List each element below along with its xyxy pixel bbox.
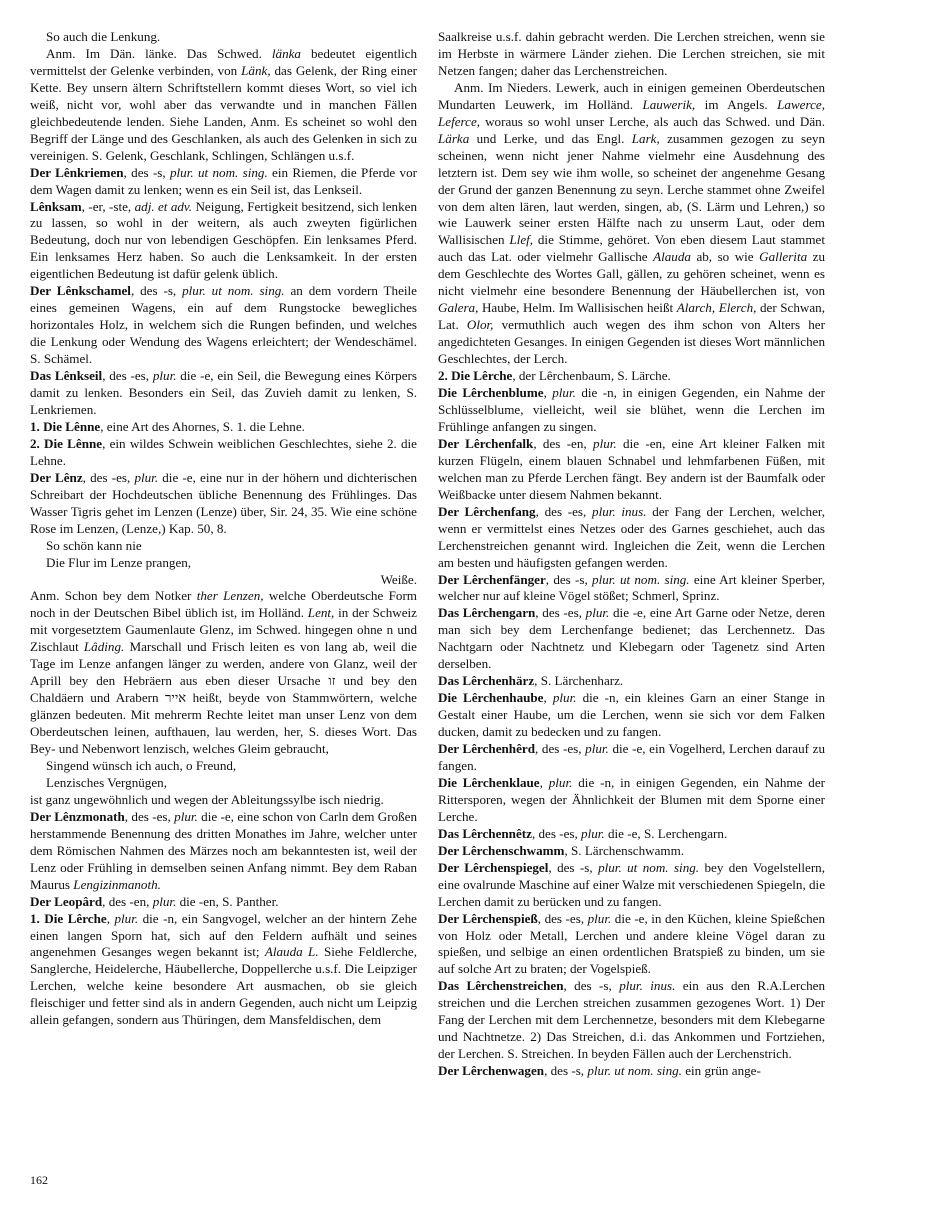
headword: Der Lênkschamel — [30, 283, 131, 299]
entry-text: , des -es, — [535, 605, 586, 621]
entry-text: die -en, S. Panther. — [176, 893, 279, 909]
italic-term: Lent, — [307, 605, 335, 621]
italic-term: Llef, — [509, 232, 534, 248]
headword: Der Lêrchenwagen — [438, 1063, 545, 1079]
headword: 2. Die Lênne — [30, 435, 103, 451]
italic-term: plur. ut nom. sing. — [598, 859, 700, 875]
entry-text: an dem vordern Theile eines gemeinen Wagens, ein auf dem Rungstocke bewegliches horizontales Holz, in welchem sich die Rungen befinden, und welches die Lenkung oder Wendung des Wagens erleichtert; der Wendeschämel. S. Schämel. — [30, 283, 417, 367]
entry-text: Anm. Schon bey dem Notker — [30, 588, 197, 604]
entry-text: Saalkreise u.s.f. dahin gebracht werden. Die Lerchen streichen, wenn sie im Herbste in wärmere Länder ziehen. Die Lerchen streichen, sie mit Netzen fangen; daher das Lerchenstreichen. — [438, 29, 825, 78]
headword: Das Lêrchennêtz — [438, 825, 532, 841]
entry-text: zu dem Geschlechte des Wortes Gall, gällen, zu gehören scheinet, wenn es nicht vielmehr eine besondere Benennung der Häubellerchen ist, von — [438, 249, 825, 299]
italic-term: Lauwerik, — [642, 96, 696, 112]
entry-text: die Stimme, gehöret. Von eben diesem Laut stammet auch das Lat. oder vielmehr Gallische — [438, 232, 825, 265]
entry-text: die -n, in einigen Gegenden, ein Nahme der Rittersporen, wegen der Ähnlichkeit der Blumen mit dem Sporne einer Lerche. — [438, 774, 825, 824]
entry-text: , S. Lärchenschwamm. — [564, 842, 685, 858]
entry-text: die -n, in einigen Gegenden, ein Nahme der Schlüsselblume, vielleicht, weil sie blühet, wenn die Lerchen im Frühlinge anfangen zu singen. — [438, 385, 825, 434]
italic-term: Alauda L. — [264, 944, 319, 960]
headword: Der Lênzmonath — [30, 808, 125, 824]
italic-term: länka — [271, 45, 301, 61]
entry-text: die -e, eine Art Garne oder Netze, deren man sich bey dem Lerchenfange bedienet; das Lerchennetz. Das Nachtgarn oder Nachtnetz und Klebegarn oder Tagenetz sind Arten derselben. — [438, 605, 825, 672]
entry-text: und Lerke, und das Engl. — [469, 130, 632, 146]
entry-text: Neigung, Fertigkeit besitzend, sich lenken zu lassen, so wohl in der weitern, als auch zweyten figürlichen Bedeutung, doch nur von lebendigen Geschöpfen. Ein lenksames Pferd. Ein lenksames Herz haben. So auch die Lenksamkeit. In der ersten eigentlichen Bedeutung ist dafür gelenk üblich. — [30, 198, 417, 282]
dictionary-entry — [438, 368, 825, 385]
entry-text: ein grün ange- — [681, 1063, 761, 1079]
entry-text: , des -es, — [102, 368, 153, 384]
dictionary-entry — [30, 588, 417, 758]
dictionary-entry — [438, 690, 825, 741]
italic-term: plur. ut nom. sing. — [182, 283, 285, 299]
entry-text: ein Riemen, die Pferde vor dem Wagen damit zu lenken; wenn es ein Seil ist, das Lenkseil. — [30, 164, 417, 197]
italic-term: plur. — [152, 368, 177, 384]
entry-text: , — [543, 385, 553, 401]
entry-text: die -e, eine nur in der höhern und dichterischen Schreibart der Hochdeutschen übliche Benennung des Frühlinges. Das Wasser Tigris gehet im Lenzen (Lenze) über, Sir. 24, 35. Wie eine schöne Rose im Lenzen, (Lenze,) Kap. 50, 8. — [30, 469, 418, 536]
entry-text: , des -s, — [548, 859, 599, 875]
italic-term: Lawerce, Leferce, — [438, 96, 825, 129]
entry-text: , des -en, — [533, 435, 594, 451]
verse-line — [30, 775, 417, 792]
entry-text: , ein wildes Schwein weiblichen Geschlechtes, siehe 2. die Lehne. — [30, 435, 417, 468]
entry-text: Anm. Im Dän. länke. Das Schwed. — [46, 45, 272, 61]
dictionary-entry — [30, 809, 417, 894]
italic-term: plur. — [552, 385, 576, 401]
entry-text: , des -es, — [535, 503, 593, 519]
entry-text: die -e, S. Lerchengarn. — [604, 825, 728, 841]
italic-term: plur. ut nom. sing. — [169, 164, 268, 180]
dictionary-entry — [438, 29, 825, 80]
headword: Der Lênz — [30, 469, 83, 485]
entry-text: die -e, ein Seil, die Bewegung eines Körpers damit zu lenken. Besonders ein Seil, das Zuvieh damit zu lenken, S. Lenkriemen. — [30, 368, 417, 417]
headword: Der Lêrchenfalk — [438, 435, 534, 451]
dictionary-entry — [438, 843, 825, 860]
dictionary-entry — [438, 436, 825, 504]
entry-text: woraus so wohl unser Lerche, als auch das Schwed. und Dän. — [480, 113, 825, 129]
dictionary-entry — [30, 368, 417, 419]
headword: Der Lêrchenfang — [438, 503, 536, 519]
italic-term: plur. — [581, 825, 605, 841]
headword: Lênksam — [30, 198, 82, 214]
headword: Der Lênkriemen — [30, 164, 124, 180]
entry-text: die -e, in den Küchen, kleine Spießchen von Holz oder Metall, Lerchen und andere kleine Vögel daran zu spießen, und selbige an einen ordentlichen Bratspieß zu binden, um sie auf solche Art zu braten; der Vogelspieß. — [438, 910, 825, 977]
headword: Das Lênkseil — [30, 368, 103, 384]
headword: Die Lêrchenblume — [438, 385, 544, 401]
entry-text: , -er, -ste, — [81, 198, 135, 214]
entry-text: Weiße. — [380, 571, 417, 587]
italic-term: plur. — [593, 435, 617, 451]
entry-text: , der Lêrchenbaum, S. Lärche. — [512, 368, 671, 384]
italic-term: Galera, — [438, 300, 479, 316]
entry-text: , des -es, — [534, 741, 586, 757]
italic-term: plur. — [174, 808, 198, 824]
italic-term: Gallerita — [759, 249, 808, 265]
entry-text: , des -s, — [130, 283, 183, 299]
entry-text: , des -es, — [124, 808, 175, 824]
dictionary-entry — [30, 165, 417, 199]
italic-term: plur. — [585, 605, 610, 621]
entry-text: , des -s, — [544, 1063, 588, 1079]
headword: 1. Die Lênne — [30, 418, 101, 434]
quote-attribution — [30, 572, 417, 589]
headword: Das Lêrchenstreichen — [438, 978, 564, 994]
entry-text: , eine Art des Ahornes, S. 1. die Lehne. — [100, 418, 305, 434]
entry-text: Anm. Im Nieders. Lewerk, auch in einigen gemeinen Oberdeutschen Mundarten Leuwerk, im Holländ. — [438, 79, 825, 112]
entry-text: vermuthlich auch wegen des ihm schon von Alters her angedichteten Gesanges. In einigen Gegenden ist dieses Wort männlichen Geschlechtes, der Lerch. — [438, 317, 825, 367]
dictionary-entry — [438, 385, 825, 436]
entry-text: bedeutet eigentlich vermittelst der Gelenke verbinden, von — [30, 45, 417, 78]
entry-text: ab, so wie — [690, 249, 760, 265]
headword: Der Lêrchenspiegel — [438, 859, 549, 875]
dictionary-entry — [30, 894, 417, 911]
headword: Die Lêrchenhaube — [438, 690, 544, 706]
headword: 2. Die Lêrche — [438, 368, 513, 384]
dictionary-entry — [30, 199, 417, 284]
italic-term: plur. — [114, 910, 139, 926]
entry-text: , des -s, — [123, 164, 170, 180]
entry-text: , des -es, — [531, 825, 582, 841]
entry-text: im Angels. — [695, 96, 778, 112]
entry-text: die -n, ein Sangvogel, welcher an der hintern Zehe einen langen Sporn hat, sich auf den Feldern aufhält und seines angenehmen Gesanges wegen bekannt ist; — [30, 910, 417, 960]
entry-text: die -n, ein kleines Garn an einer Stange in Gestalt einer Haube, um die Lerchen, wenn sie sich vor dem Falken ducken, damit zu bedecken und zu fangen. — [438, 690, 825, 740]
entry-text: der Fang der Lerchen, welcher, wenn er vermittelst eines Netzes oder des Garnes geschiehet, auch das Lerchenstreichen genannt wird. Ingleichen die Zeit, wenn die Lerchen am besten und häufigsten gefangen werden. — [438, 503, 826, 570]
italic-term: plur. — [152, 893, 177, 909]
headword: Der Lêrchenschwamm — [438, 842, 565, 858]
headword: Das Lêrchenhärz — [438, 673, 535, 689]
dictionary-entry — [438, 673, 825, 690]
italic-term: Alauda — [653, 249, 691, 265]
entry-text: der Schwan, Lat. — [438, 300, 825, 333]
left-column — [30, 29, 417, 1029]
entry-text: ist ganz ungewöhnlich und wegen der Ableitungssylbe isch niedrig. — [30, 791, 384, 807]
verse-line — [30, 538, 417, 555]
entry-text: in der Schweiz mit vorgesetztem Gaumenlaute Glenz, im Schwed. hingegen ohne n und Zischlaut — [30, 605, 417, 655]
entry-text: , des -s, — [545, 571, 593, 587]
italic-term: Lâding. — [83, 639, 125, 655]
italic-term: Lark, — [631, 130, 660, 146]
italic-term: ther Lenzen, — [196, 588, 264, 604]
headword: 1. Die Lêrche — [30, 910, 107, 926]
entry-text: , des -en, — [102, 893, 153, 909]
italic-term: plur. — [552, 690, 577, 706]
entry-text: So schön kann nie — [46, 537, 142, 553]
italic-term: plur. inus. — [592, 503, 647, 519]
entry-text: welche Oberdeutsche Form noch in der Deutschen Bibel üblich ist, im Holländ. — [30, 588, 417, 621]
entry-text: die -en, eine Art kleiner Falken mit kurzen Flügeln, einem blauen Schnabel und lehmfarbenen Füßen, mit welchen man zu Pferde Lerchen fängt. Bey andern ist der Baumfalk oder Weißbacke unter diesem Nahmen bekannt. — [438, 435, 825, 502]
entry-text: das Gelenk, der Ring einer Kette. Bey unsern ältern Schriftstellern kommt dieses Wort, so viel ich weiß, nicht vor, wohl aber das verwandte und in manchen Fällen gleichbedeutende lenden. Siehe Landen, Anm. Es scheinet so wohl den Begriff der Länge und des Geschlanken, als auch des Gelenken in sich zu vereinigen. S. Gelenk, Geschlank, Schlingen, Schlängen u.s.f. — [30, 62, 417, 163]
italic-term: plur. ut nom. sing. — [592, 571, 690, 587]
dictionary-entry — [438, 775, 825, 826]
entry-text: , — [543, 690, 553, 706]
entry-text: , — [539, 774, 549, 790]
italic-term: Länk, — [241, 62, 271, 78]
entry-text: ein aus den R.A.Lerchen streichen und die Lerchen streichen zusammen gezogenes Wort. 1) Der Fang der Lerchen mit dem Lerchennetze, besonders mit dem Klebegarne und Nachtnetze. 2) Das Streichen, d.i. das Ankommen und Fortziehen, der Lerchen. S. Streichen. In beyden Fällen auch der Lerchenstrich. — [438, 978, 826, 1062]
headword: Der Lêrchenhêrd — [438, 741, 535, 757]
verse-line — [30, 758, 417, 775]
dictionary-entry — [30, 436, 417, 470]
entry-text: , — [106, 910, 115, 926]
entry-text: , des -s, — [563, 978, 620, 994]
entry-text: bey den Vogelstellern, eine ovalrunde Maschine auf einer Walze mit verschiedenen Spiegeln, die Lerchen damit zu berücken und zu fangen. — [438, 859, 826, 909]
italic-term: plur. inus. — [619, 978, 676, 994]
dictionary-entry — [30, 792, 417, 809]
entry-text: Die Flur im Lenze prangen, — [46, 554, 192, 570]
dictionary-entry — [438, 572, 825, 606]
headword: Die Lêrchenklaue — [438, 774, 540, 790]
entry-text: Siehe Feldlerche, Sanglerche, Heidelerche, Häubellerche, Doppellerche u.s.f. Die Leipziger Lerchen, welche keine besondere Art ausmachen, ob sie gleich fleischiger und fetter sind als in andern Gegenden, auch nicht um Leipzig allein gefangen, sondern aus Thüringen, dem Mansfeldischen, dem — [30, 944, 418, 1028]
dictionary-entry — [438, 826, 825, 843]
italic-term: plur. — [587, 910, 612, 926]
dictionary-entry — [438, 978, 825, 1063]
right-column — [438, 29, 825, 1080]
dictionary-entry — [30, 419, 417, 436]
entry-text: , S. Lärchenharz. — [534, 673, 624, 689]
dictionary-entry — [30, 46, 417, 165]
entry-text: Singend wünsch ich auch, o Freund, — [46, 757, 237, 773]
italic-term: Alarch, Elerch, — [676, 300, 757, 316]
italic-term: plur. — [134, 469, 159, 485]
dictionary-entry — [438, 911, 825, 979]
dictionary-entry — [438, 504, 825, 572]
dictionary-entry — [438, 605, 825, 673]
entry-text: eine Art kleiner Sperber, welcher nur auf kleine Vögel stößet; Schmerl, Sprinz. — [438, 571, 825, 604]
verse-line — [30, 555, 417, 572]
dictionary-entry — [30, 283, 417, 368]
entry-text: Lenzisches Vergnügen, — [46, 774, 167, 790]
dictionary-entry — [438, 741, 825, 775]
italic-term: plur. — [585, 741, 609, 757]
page-number: 162 — [30, 1173, 48, 1187]
headword: Der Lêrchenspieß — [438, 910, 538, 926]
italic-term: Lärka — [438, 130, 470, 146]
entry-text: Marschall und Frisch leiten es von lang ab, weil die Tage im Lenze anfangen länger zu werden, andere von Glanz, weil der Aprill bey den Hebräern aus eben dieser Ursache זו und bey den Chaldäern und Arabern אייר heißt, beyde von Stammwörtern, welche glänzen bedeuten. Mit mehrerm Rechte leitet man unser Lenz von dem Oberdeutschen leinen, aufthauen, lau werden, her, S. dieses Wort. Das Bey- und Nebenwort lenzisch, welches Gleim gebraucht, — [30, 639, 417, 757]
entry-text: die -e, eine schon von Carln dem Großen herstammende Benennung des dritten Monathes im Jahre, welcher unter dem Römischen Nahmen des Märzes noch am bekanntesten ist, weil der Lenz oder Frühling in demselben seinen Anfang nimmt. Bey dem Raban Maurus — [30, 808, 418, 892]
entry-text: die -e, ein Vogelherd, Lerchen darauf zu fangen. — [438, 741, 825, 773]
dictionary-entry — [30, 29, 417, 46]
italic-term: adj. et adv. — [134, 198, 193, 214]
entry-text: , des -es, — [82, 469, 135, 485]
headword: Das Lêrchengarn — [438, 605, 536, 621]
italic-term: plur. ut nom. sing. — [587, 1063, 682, 1079]
dictionary-entry — [438, 1063, 825, 1080]
entry-text: So auch die Lenkung. — [46, 29, 161, 44]
italic-term: Lengizinmanoth. — [73, 876, 161, 892]
entry-text: Haube, Helm. Im Wallisischen heißt — [478, 300, 677, 316]
italic-term: Olor, — [466, 317, 494, 333]
dictionary-entry — [30, 470, 417, 538]
italic-term: plur. — [548, 774, 573, 790]
entry-text: zusammen gezogen zu seyn scheinen, wenn nicht jener Nahme vielmehr eine Ausdehnung des letztern ist. Dem sey wie ihm wolle, so scheinet der angenehme Gesang der Grund der ganzen Benennung zu seyn. Lerche stammet ohne Zweifel von dem alten lären, laut werden, singen, ab, (S. Lärm und Lehren,) so wie Lauwerk seiner ersten Hälfte nach zu unserm Laut, oder dem Wallisischen — [438, 130, 825, 248]
dictionary-entry — [438, 860, 825, 911]
dictionary-entry — [438, 80, 825, 368]
headword: Der Lêrchenfänger — [438, 571, 546, 587]
entry-text: , des -es, — [537, 910, 588, 926]
dictionary-entry — [30, 911, 417, 1030]
headword: Der Leopârd — [30, 893, 103, 909]
